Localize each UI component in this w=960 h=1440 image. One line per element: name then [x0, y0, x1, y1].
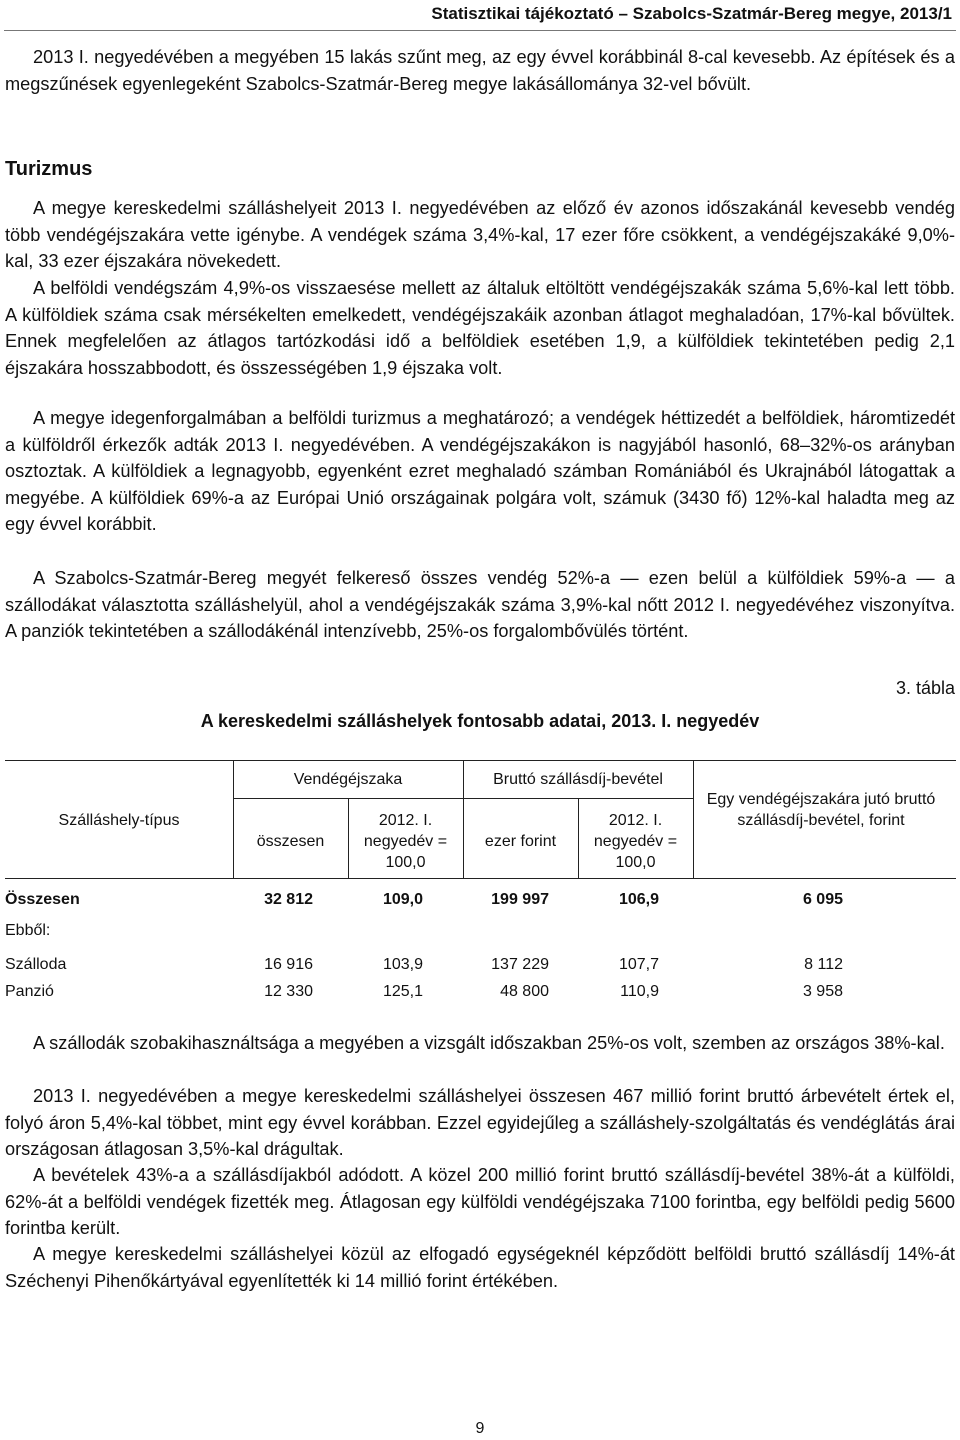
page-number: 9 — [475, 1420, 485, 1437]
paragraph-7: A bevételek 43%-a a szállásdíjakból adódott. A közel 200 millió forint bruttó szállásdíj-bevétel 38%-át a külföldi, 62%-át a belföldi vendégek fizették meg. Átlagosan egy külföldi vendégéjszaka 7100 forintba, egy belföldi pedig 5600 forintba került. — [5, 1165, 955, 1238]
cell: 12 330 — [264, 983, 313, 1000]
paragraph-5: A szállodák szobakihasználtsága a megyében a vizsgált időszakban 25%-os volt, szemben az országos 38%-kal. — [33, 1033, 945, 1053]
paragraph-6: 2013 I. negyedévében a megye kereskedelmi szálláshelyei összesen 467 millió forint bruttó árbevételt értek el, folyó áron 5,4%-kal többet, mint egy évvel korábban. Ezzel egyidejűleg a szálláshely-szolgáltatás és vendéglátás árai országosan átlagosan 3,5%-kal drágultak. — [5, 1086, 955, 1159]
header-rule — [4, 30, 956, 31]
cell: 137 229 — [491, 956, 549, 973]
row-label-panzio: Panzió — [5, 983, 54, 1000]
cell: 107,7 — [618, 956, 659, 973]
cell: 6 095 — [802, 891, 843, 908]
cell: 103,9 — [382, 956, 423, 973]
cell: 3 958 — [802, 983, 843, 1000]
section-title: Turizmus — [5, 158, 93, 180]
header-ezer-forint: ezer forint — [484, 833, 557, 850]
header-per-night: Egy vendégéjszakára jutó bruttó szállásdíj-bevétel, forint — [706, 791, 936, 829]
row-label-ebbol: Ebből: — [5, 922, 51, 939]
header-osszesen: összesen — [256, 833, 325, 850]
intro-paragraph: 2013 I. negyedévében a megyében 15 lakás szűnt meg, az egy évvel korábbinál 8-cal kevesebb. Az építések és a megszűnések egyenlegeként Szabolcs-Szatmár-Bereg megye lakásállománya 32-vel bővült. — [5, 47, 955, 94]
cell: 110,9 — [620, 983, 659, 1000]
paragraph-4: A Szabolcs-Szatmár-Bereg megyét felkereső összes vendég 52%-a — ezen belül a külföldiek 59%-a — a szállodákat választotta szálláshelyül, ahol a vendégéjszakák száma 3,9%-kal nőtt 2012 I. negyedévéhez viszonyítva. A panziók tekintetében a szállodákénál intenzívebb, 25%-os forgalombővülés történt. — [5, 568, 955, 641]
row-label-szalloda: Szálloda — [5, 956, 67, 973]
cell: 48 800 — [500, 983, 549, 1000]
paragraph-8: A megye kereskedelmi szálláshelyei közül az elfogadó egységeknél képződött belföldi bruttó szállásdíj 14%-át Széchenyi Pihenőkártyával egyenlítették ki 14 millió forint értékében. — [5, 1244, 955, 1291]
table-col-divider — [693, 760, 694, 878]
header-group-vendegejszaka: Vendégéjszaka — [293, 771, 403, 788]
cell: 16 916 — [264, 956, 313, 973]
table-header-rule — [5, 878, 956, 879]
cell: 199 997 — [491, 891, 549, 908]
cell: 106,9 — [618, 891, 659, 908]
header-type: Szálláshely-típus — [58, 812, 180, 829]
table-title: A kereskedelmi szálláshelyek fontosabb adatai, 2013. I. negyedév — [200, 711, 760, 731]
header-index-2: 2012. I. negyedév = 100,0 — [593, 812, 678, 871]
paragraph-3: A megye idegenforgalmában a belföldi turizmus a meghatározó; a vendégek héttizedét a belföldiek, háromtizedét a külföldről érkezők adták 2013 I. negyedévében. A vendégéjszakákon is nagyjából hasonló, 68–32%-os arányban osztoztak. A külföldiek a legnagyobb, egyenként ezret meghaladó számban Romániából és Ukrajnából látogattak a megyébe. A külföldiek 69%-a az Európai Unió országainak polgára volt, számuk (3430 fő) 12%-kal haladta meg az egy évvel korábbit. — [5, 408, 955, 534]
paragraph-1: A megye kereskedelmi szálláshelyeit 2013 I. negyedévében az előző év azonos időszakánál kevesebb vendég több vendégéjszakára vette igénybe. A vendégek száma 3,4%-kal, 17 ezer főre csökkent, a vendégéjszakáké 9,0%-kal, 33 ezer éjszakára növekedett. — [5, 198, 955, 271]
cell: 8 112 — [804, 956, 843, 973]
cell: 32 812 — [264, 891, 313, 908]
row-label-osszesen: Összesen — [5, 891, 80, 908]
paragraph-2: A belföldi vendégszám 4,9%-os visszaesése mellett az általuk eltöltött vendégéjszakák száma 5,6%-kal lett több. A külföldiek száma csak mérsékelten emelkedett, vendégéjszakáik azonban átlagot meghaladóan, 17%-kal bővültek. Ennek megfelelően az átlagos tartózkodási idő a belföldiek esetében 1,9, a külföldiek tekintetében pedig 2,1 éjszakára hosszabbodott, és összességében 1,9 éjszaka volt. — [5, 278, 955, 378]
table-number: 3. tábla — [895, 678, 955, 698]
running-header: Statisztikai tájékoztató – Szabolcs-Szatmár-Bereg megye, 2013/1 — [431, 4, 952, 23]
table-top-rule — [5, 760, 956, 761]
cell: 125,1 — [382, 983, 423, 1000]
header-group-bevetel: Bruttó szállásdíj-bevétel — [493, 771, 663, 788]
cell: 109,0 — [382, 891, 423, 908]
header-index-1: 2012. I. negyedév = 100,0 — [363, 812, 448, 871]
